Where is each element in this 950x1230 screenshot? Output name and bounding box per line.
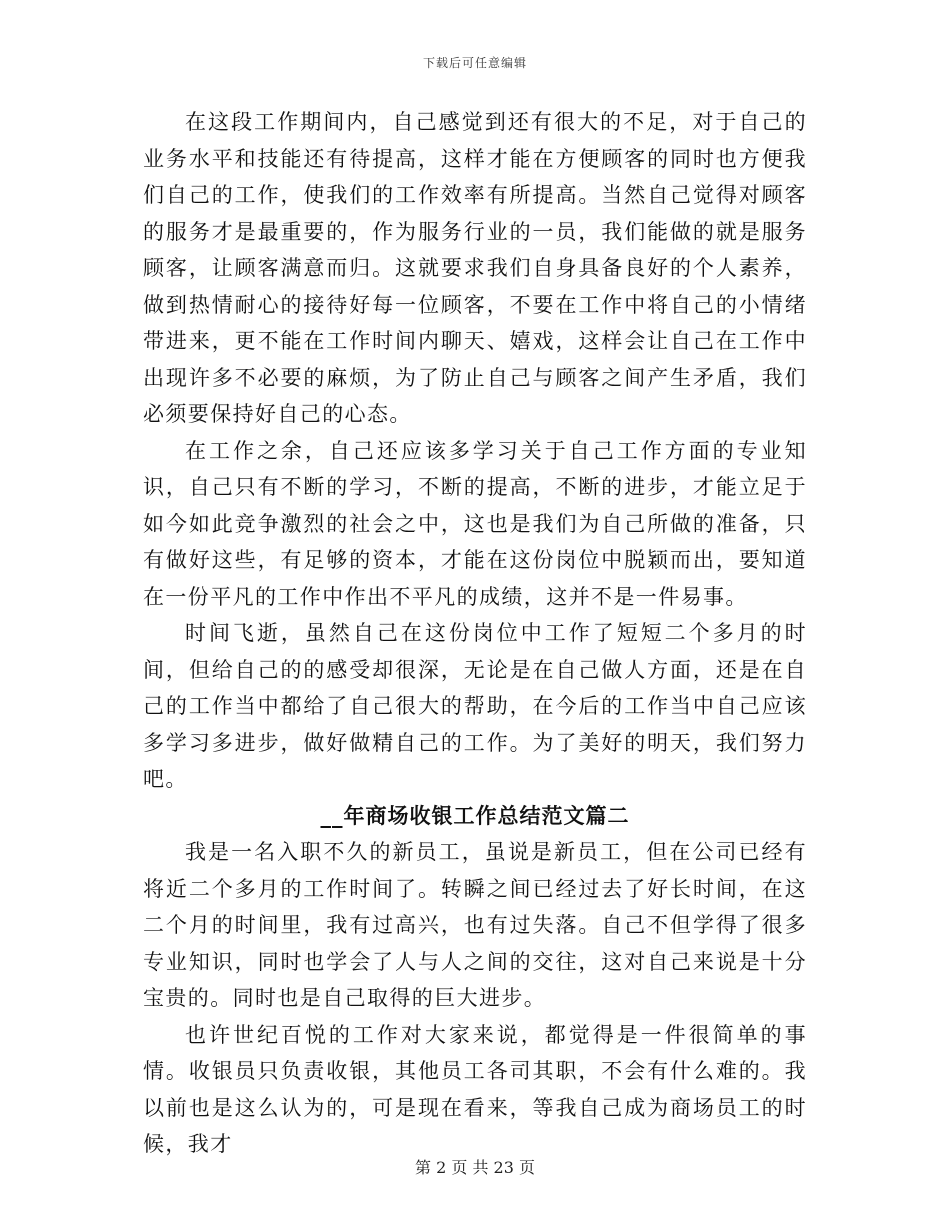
paragraph: 在工作之余，自己还应该多学习关于自己工作方面的专业知识，自己只有不断的学习，不断的提高，不断的进步，才能立足于如今如此竞争激烈的社会之中，这也是我们为自己所做的准备，只有做好这些，有足够的资本，才能在这份岗位中脱颖而出，要知道在一份平凡的工作中作出不平凡的成绩，这并不是一件易事。 [143, 438, 807, 609]
paragraph: 也许世纪百悦的工作对大家来说，都觉得是一件很简单的事情。收银员只负责收银，其他员工各司其职，不会有什么难的。我以前也是这么认为的，可是现在看来，等我自己成为商场员工的时候，我才 [143, 1022, 807, 1156]
page-header: 下载后可任意编辑 [422, 56, 527, 70]
document-body [143, 104, 807, 1163]
paragraph: 在这段工作期间内，自己感觉到还有很大的不足，对于自己的业务水平和技能还有待提高，这样才能在方便顾客的同时也方便我们自己的工作，使我们的工作效率有所提高。当然自己觉得对顾客的服务才是最重要的，作为服务行业的一员，我们能做的就是服务顾客，让顾客满意而归。这就要求我们自身具备良好的个人素养，做到热情耐心的接待好每一位顾客，不要在工作中将自己的小情绪带进来，更不能在工作时间内聊天、嬉戏，这样会让自己在工作中出现许多不必要的麻烦，为了防止自己与顾客之间产生矛盾，我们必须要保持好自己的心态。 [143, 110, 807, 426]
section-heading: __年商场收银工作总结范文篇二 [320, 802, 630, 828]
paragraph: 时间飞逝，虽然自己在这份岗位中工作了短短二个多月的时间，但给自己的的感受却很深，无论是在自己做人方面，还是在自己的工作当中都给了自己很大的帮助，在今后的工作当中自己应该多学习多进步，做好做精自己的工作。为了美好的明天，我们努力吧。 [143, 621, 807, 791]
paragraph: 我是一名入职不久的新员工，虽说是新员工，但在公司已经有将近二个多月的工作时间了。转瞬之间已经过去了好长时间，在这二个月的时间里，我有过高兴，也有过失落。自己不但学得了很多专业知识，同时也学会了人与人之间的交往，这对自己来说是十分宝贵的。同时也是自己取得的巨大进步。 [143, 840, 807, 1010]
page-number: 第 2 页 共 23 页 [415, 1158, 535, 1177]
